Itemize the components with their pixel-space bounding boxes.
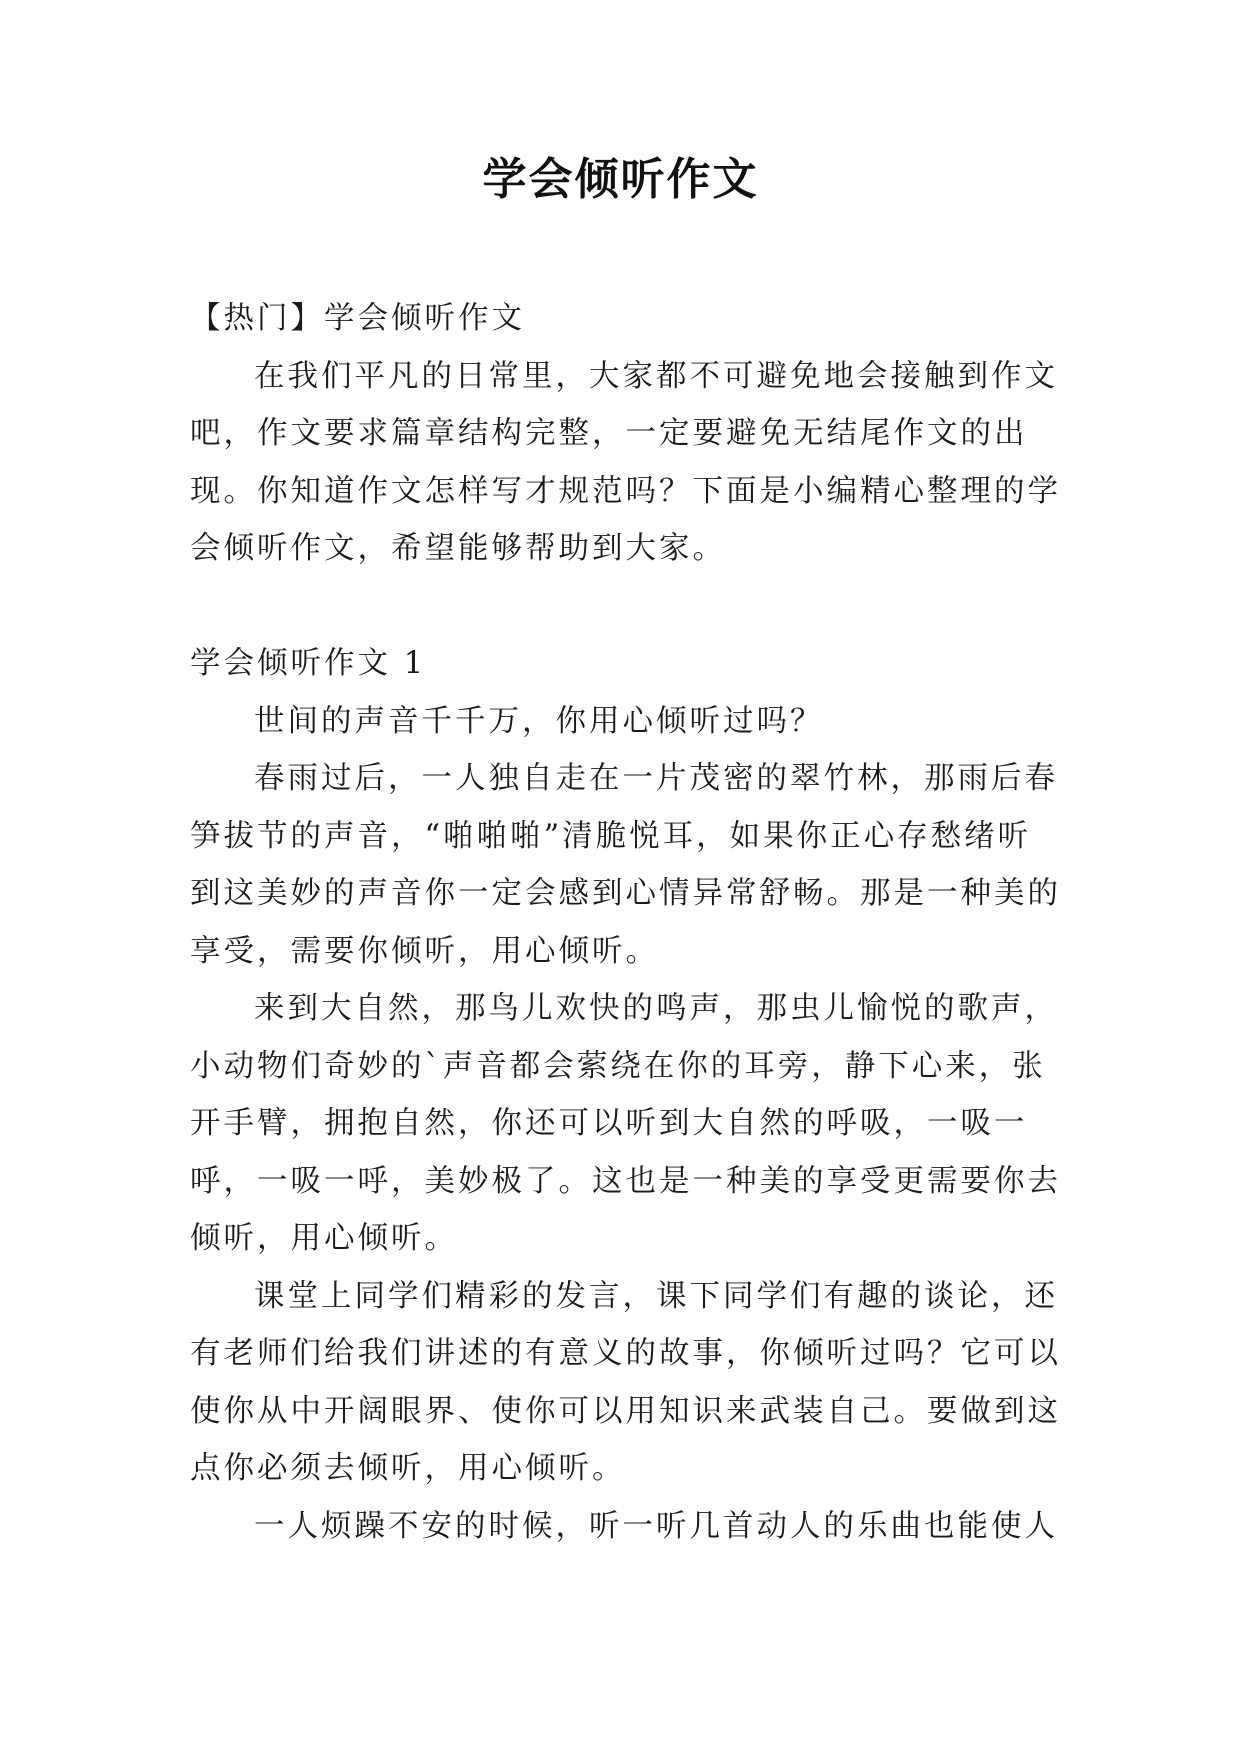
section-heading: 学会倾听作文 1	[190, 646, 427, 681]
document-body	[190, 290, 1062, 1555]
document-title: 学会倾听作文	[482, 154, 759, 205]
paragraph-3: 来到大自然，那鸟儿欢快的鸣声，那虫儿愉悦的歌声，小动物们奇妙的`声音都会萦绕在你的耳旁，静下心来，张开手臂，拥抱自然，你还可以听到大自然的呼吸，一吸一呼，一吸一呼，美妙极了。这也是一种美的享受更需要你去倾听，用心倾听。	[190, 991, 1061, 1256]
lead-line: 【热门】学会倾听作文	[190, 301, 525, 336]
paragraph-gap	[190, 578, 1062, 636]
paragraph-4: 课堂上同学们精彩的发言，课下同学们有趣的谈论，还有老师们给我们讲述的有意义的故事，你倾听过吗？它可以使你从中开阔眼界、使你可以用知识来武装自己。要做到这点你必须去倾听，用心倾听。	[190, 1278, 1061, 1486]
paragraph-5: 一人烦躁不安的时候，听一听几首动人的乐曲也能使人	[254, 1508, 1058, 1544]
paragraph-1: 世间的声音千千万，你用心倾听过吗？	[254, 703, 824, 739]
intro-paragraph: 在我们平凡的日常里，大家都不可避免地会接触到作文吧，作文要求篇章结构完整，一定要避免无结尾作文的出现。你知道作文怎样写才规范吗？下面是小编精心整理的学会倾听作文，希望能够帮助到大家。	[190, 358, 1061, 566]
paragraph-2: 春雨过后，一人独自走在一片茂密的翠竹林，那雨后春笋拔节的声音，“啪啪啪”清脆悦耳，如果你正心存愁绪听到这美妙的声音你一定会感到心情异常舒畅。那是一种美的享受，需要你倾听，用心倾听。	[190, 761, 1061, 969]
